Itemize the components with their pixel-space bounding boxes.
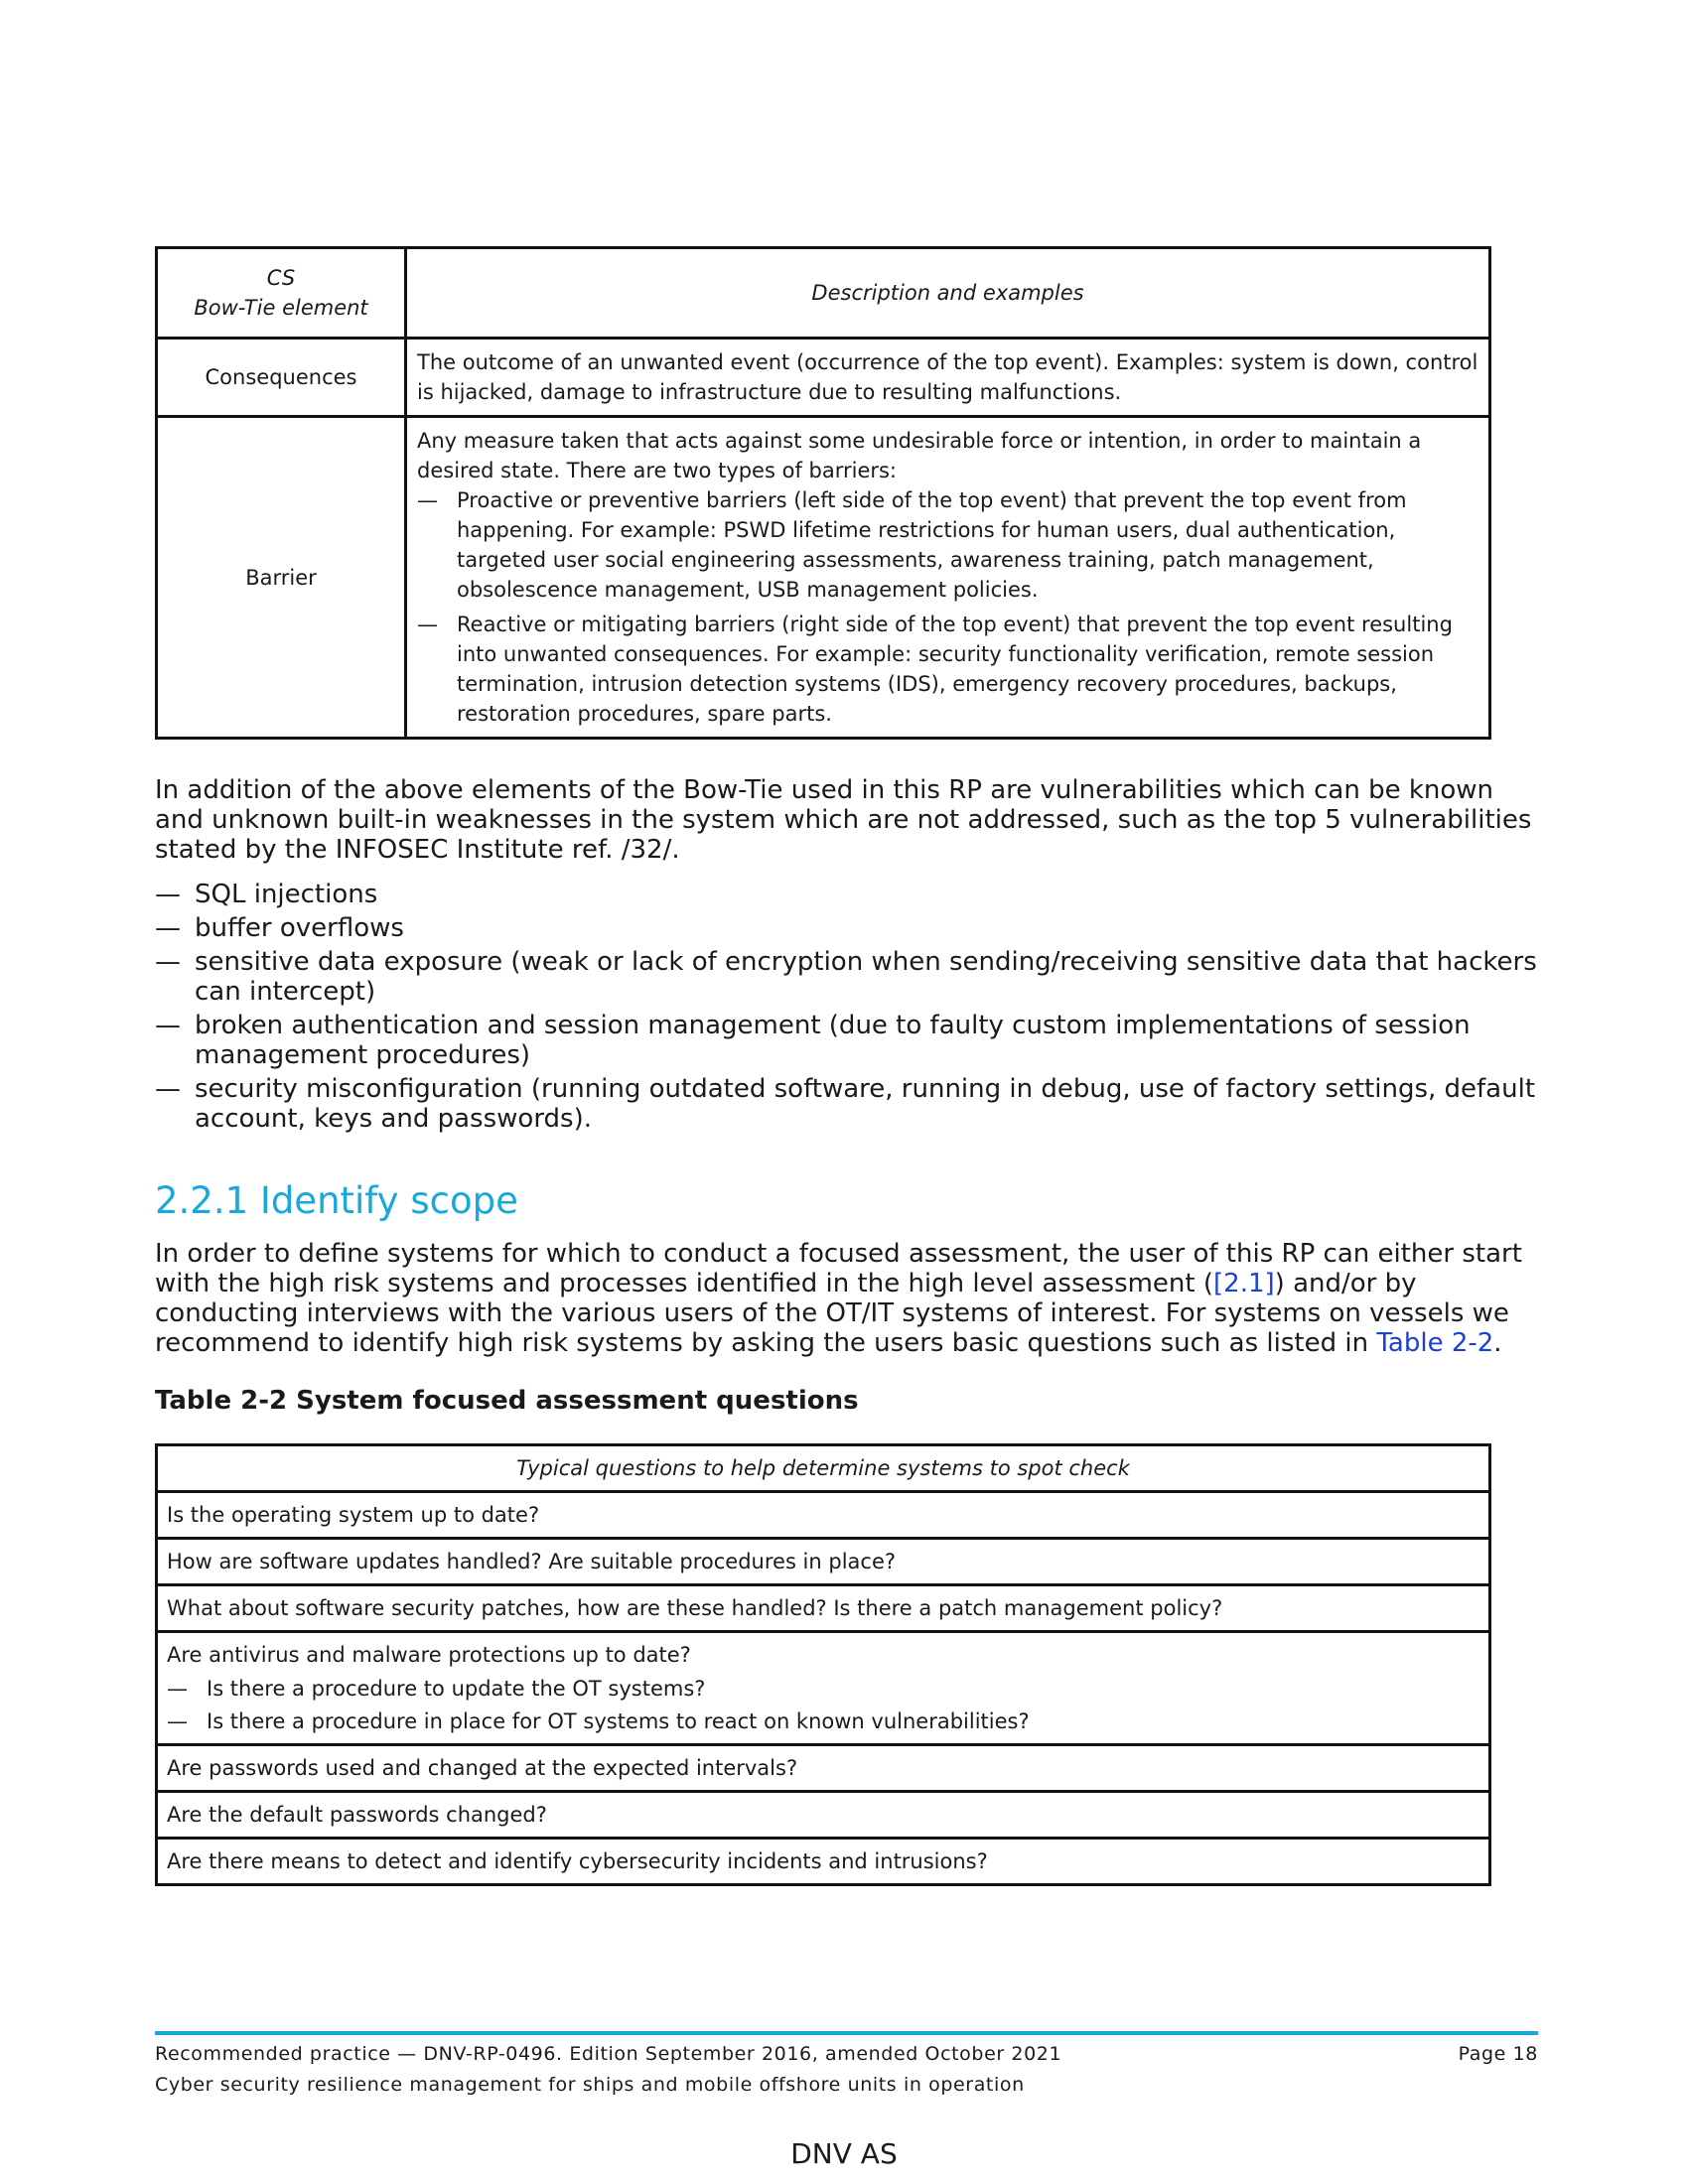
table-caption: Table 2-2 System focused assessment questions <box>155 1386 859 1416</box>
table-row <box>157 1585 1490 1632</box>
question-cell: Are there means to detect and identify cybersecurity incidents and intrusions? <box>157 1839 1490 1885</box>
dash-bullet: — <box>417 613 438 636</box>
table-row <box>157 1492 1490 1539</box>
table-2-2-link[interactable]: Table 2-2 <box>1376 1328 1494 1358</box>
column-header-element <box>157 248 406 339</box>
question-cell: What about software security patches, how are these handled? Is there a patch management policy? <box>157 1585 1490 1632</box>
dash-bullet: — <box>155 1074 181 1104</box>
bowtie-elements-table <box>155 246 1491 740</box>
table-row <box>157 339 1490 417</box>
barrier-list <box>417 485 1478 729</box>
question-cell <box>157 1632 1490 1745</box>
barrier-intro: Any measure taken that acts against some undesirable force or intention, in order to maintain a desired state. There are two types of barriers: <box>417 429 1422 482</box>
section-2-1-link[interactable]: [2.1] <box>1213 1269 1275 1298</box>
list-item-text: security misconfiguration (running outdated software, running in debug, use of factory settings, default account, keys and passwords). <box>195 1074 1536 1134</box>
vulnerabilities-paragraph: In addition of the above elements of the Bow-Tie used in this RP are vulnerabilities which can be known and unknown built-in weaknesses in the system which are not addressed, such as the top 5 vulnerabilities stated by the INFOSEC Institute ref. /32/. <box>155 775 1532 865</box>
dash-bullet: — <box>155 947 181 977</box>
dash-bullet: — <box>417 488 438 512</box>
list-item <box>155 1074 1545 1134</box>
table-header-row <box>157 1445 1490 1492</box>
header-line-bowtie: Bow-Tie element <box>194 296 368 320</box>
description-cell <box>406 417 1490 739</box>
table-row <box>157 1745 1490 1792</box>
list-item-text: SQL injections <box>195 880 378 909</box>
list-item-text: broken authentication and session management (due to faulty custom implementations of session management procedures) <box>195 1011 1471 1070</box>
table-row <box>157 1632 1490 1745</box>
list-item <box>167 1707 1479 1735</box>
paragraph-text: . <box>1493 1328 1502 1358</box>
element-cell: Barrier <box>157 417 406 739</box>
footer-document-title: Recommended practice — DNV-RP-0496. Edition September 2016, amended October 2021 <box>155 2043 1062 2065</box>
vulnerability-list <box>155 880 1545 1138</box>
list-item <box>417 610 1478 729</box>
list-item-text: Is there a procedure in place for OT systems to react on known vulnerabilities? <box>207 1709 1030 1733</box>
footer-divider <box>155 2031 1538 2035</box>
list-item <box>167 1675 1479 1703</box>
table-header-row <box>157 248 1490 339</box>
page-number: Page 18 <box>1458 2043 1538 2065</box>
header-line-cs: CS <box>266 266 296 290</box>
paragraph-text: ) and/or by conducting interviews with the various users of the OT/IT systems of interest. For systems on vessels we recommend to identify high risk systems by asking the users basic questions such as listed in <box>155 1269 1509 1358</box>
question-subitems <box>167 1675 1479 1735</box>
list-item <box>155 1011 1545 1070</box>
section-heading: 2.2.1 Identify scope <box>155 1179 518 1222</box>
dash-bullet: — <box>167 1709 188 1733</box>
list-item <box>417 485 1478 605</box>
description-cell: The outcome of an unwanted event (occurrence of the top event). Examples: system is down, control is hijacked, damage to infrastructure due to resulting malfunctions. <box>406 339 1490 417</box>
question-cell: Is the operating system up to date? <box>157 1492 1490 1539</box>
list-item-text: Proactive or preventive barriers (left side of the top event) that prevent the top event from happening. For example: PSWD lifetime restrictions for human users, dual authentication, targeted user social engineering assessments, awareness training, patch management, obsolescence management, USB management policies. <box>457 488 1407 602</box>
company-name: DNV AS <box>790 2137 898 2170</box>
column-header: Typical questions to help determine systems to spot check <box>157 1445 1490 1492</box>
question-cell: Are the default passwords changed? <box>157 1792 1490 1839</box>
question-text: Are antivirus and malware protections up to date? <box>167 1643 691 1667</box>
list-item-text: buffer overflows <box>195 913 404 943</box>
list-item-text: sensitive data exposure (weak or lack of encryption when sending/receiving sensitive data that hackers can intercept) <box>195 947 1537 1007</box>
footer-document-subtitle: Cyber security resilience management for ships and mobile offshore units in operation <box>155 2074 1025 2096</box>
identify-scope-paragraph <box>155 1239 1545 1358</box>
table-row <box>157 417 1490 739</box>
list-item <box>155 880 1545 909</box>
list-item <box>155 947 1545 1007</box>
table-row <box>157 1839 1490 1885</box>
table-row <box>157 1792 1490 1839</box>
question-cell: How are software updates handled? Are suitable procedures in place? <box>157 1539 1490 1585</box>
column-header-description: Description and examples <box>406 248 1490 339</box>
dash-bullet: — <box>167 1677 188 1701</box>
paragraph-text: In order to define systems for which to conduct a focused assessment, the user of this RP can either start with the high risk systems and processes identified in the high level assessment ( <box>155 1239 1522 1298</box>
dash-bullet: — <box>155 880 181 909</box>
assessment-questions-table <box>155 1443 1491 1886</box>
element-cell: Consequences <box>157 339 406 417</box>
question-cell: Are passwords used and changed at the expected intervals? <box>157 1745 1490 1792</box>
list-item <box>155 913 1545 943</box>
dash-bullet: — <box>155 913 181 943</box>
list-item-text: Reactive or mitigating barriers (right side of the top event) that prevent the top event resulting into unwanted consequences. For example: security functionality verification, remote session termination, intrusion detection systems (IDS), emergency recovery procedures, backups, restoration procedures, spare parts. <box>457 613 1453 726</box>
dash-bullet: — <box>155 1011 181 1040</box>
list-item-text: Is there a procedure to update the OT systems? <box>207 1677 706 1701</box>
table-row <box>157 1539 1490 1585</box>
